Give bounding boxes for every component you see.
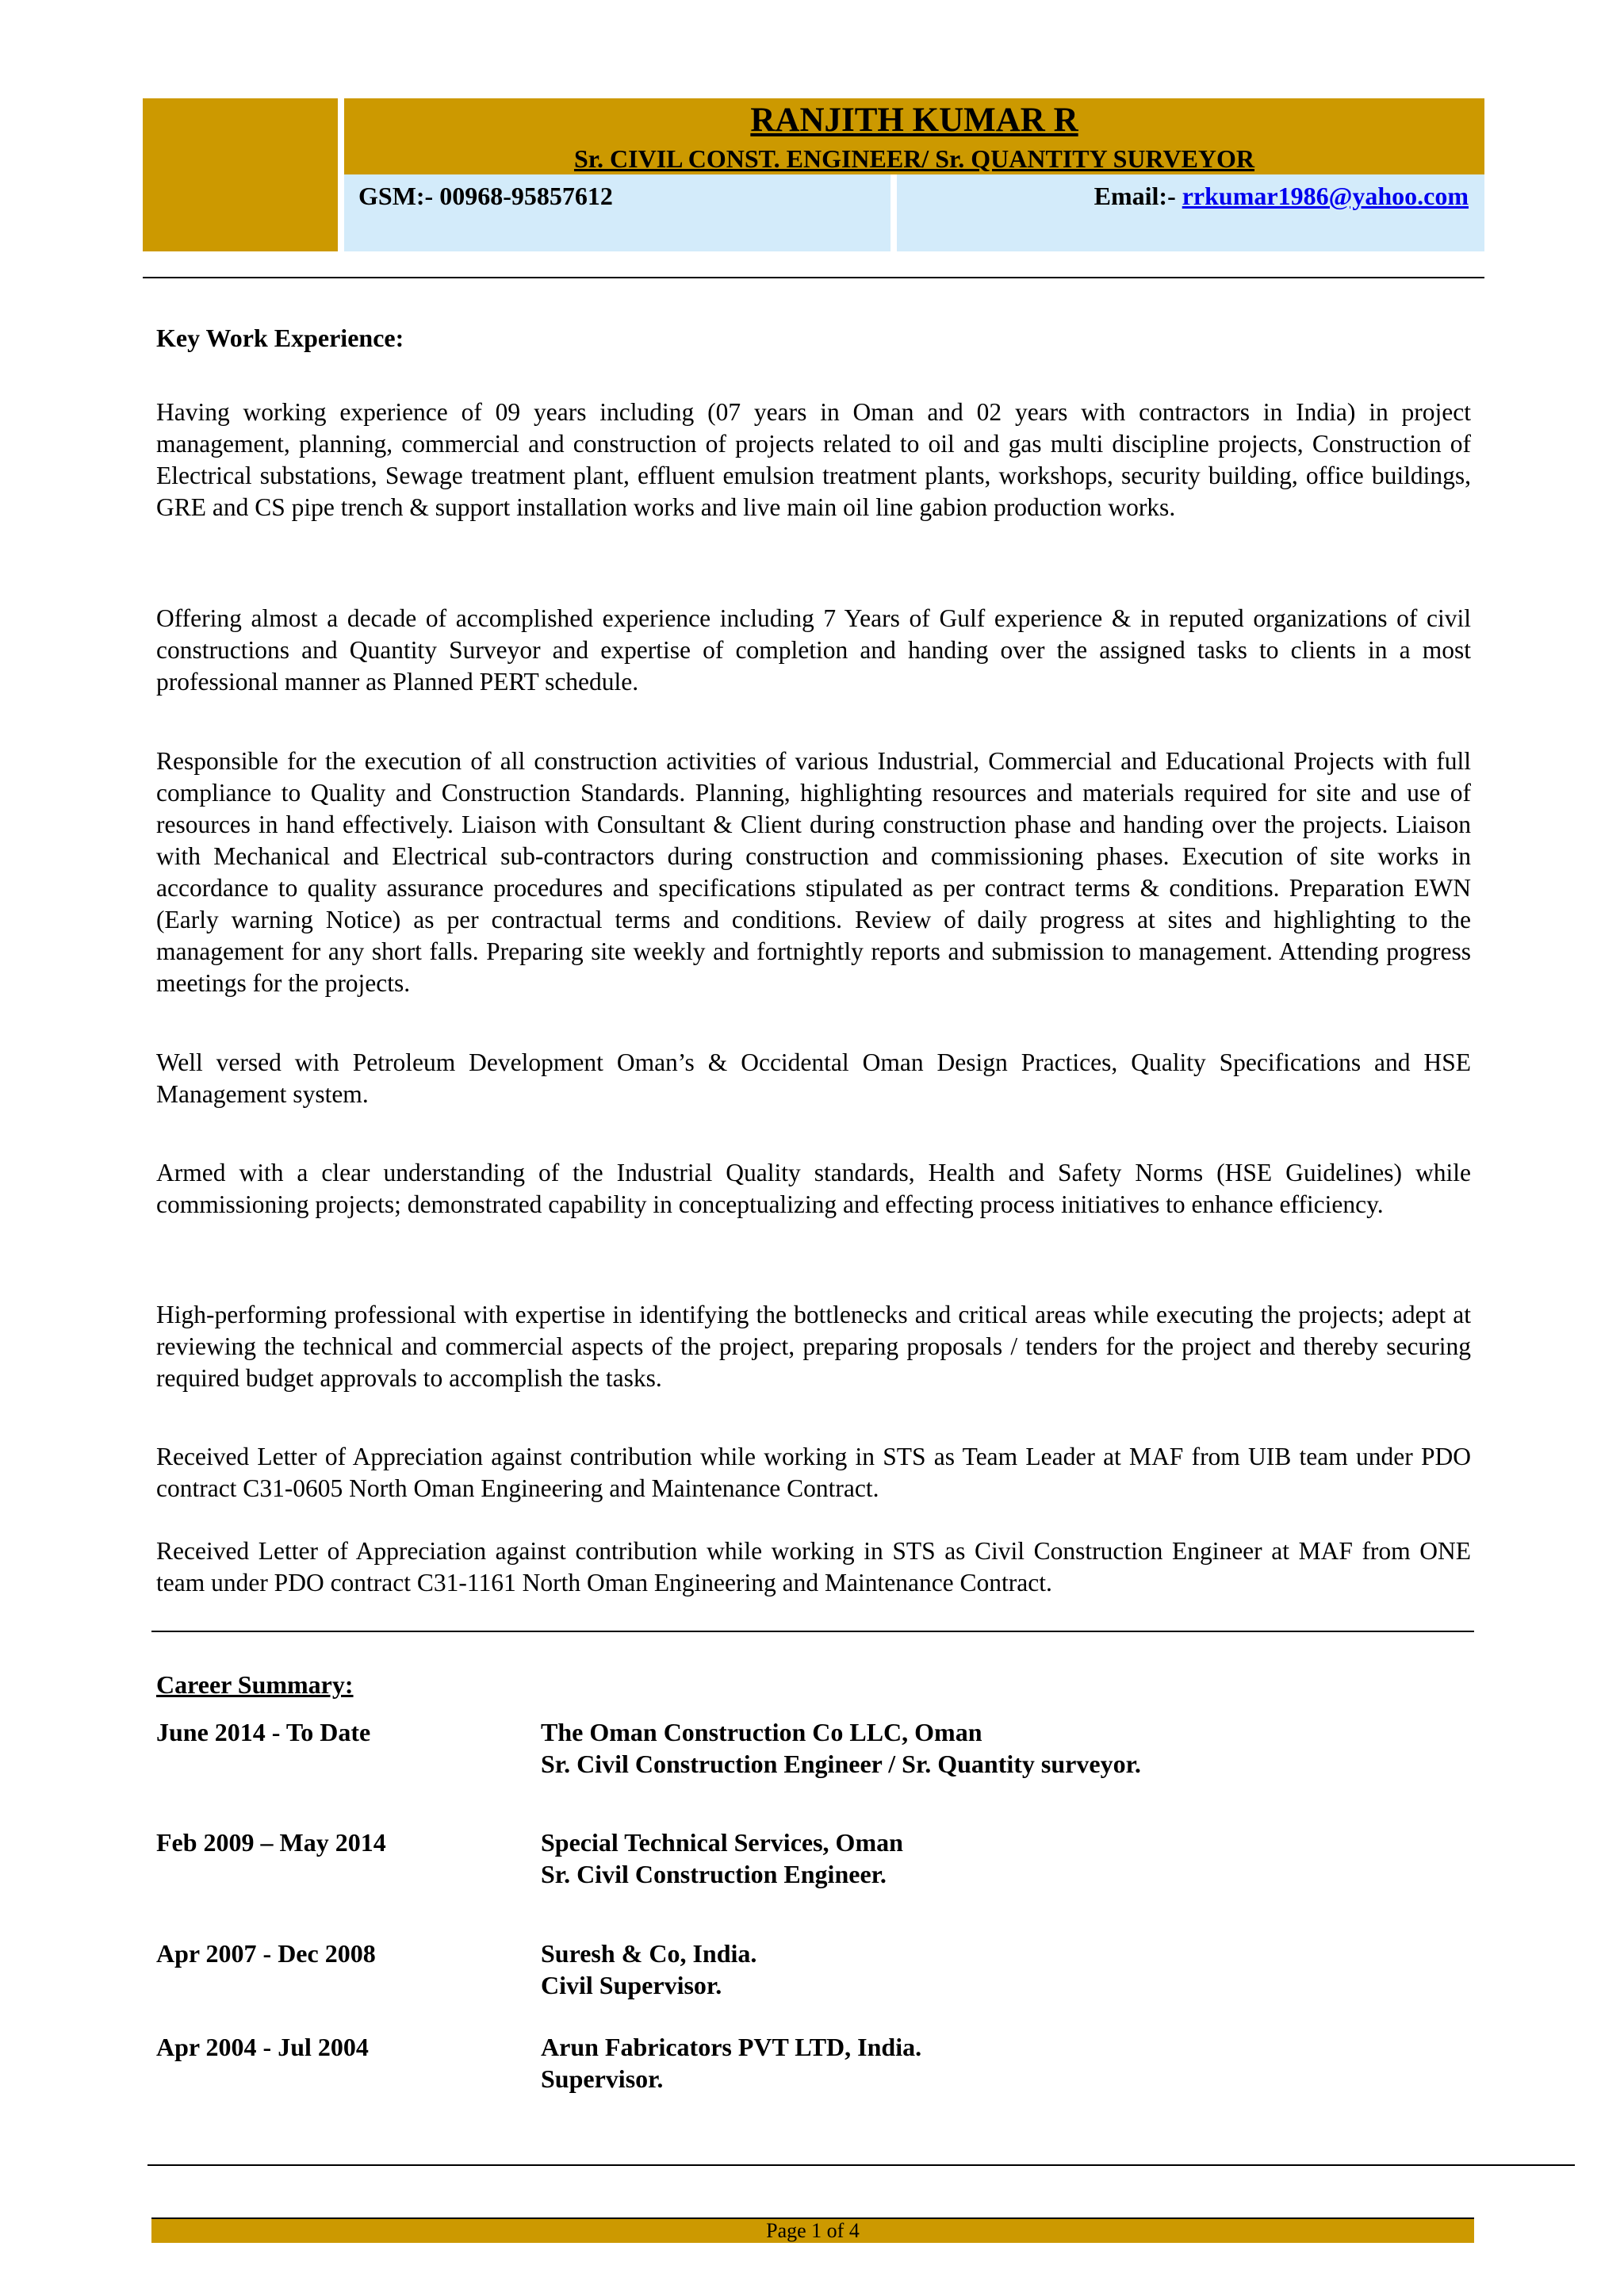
- experience-paragraph: Well versed with Petroleum Development Oman’s & Occidental Oman Design Practices, Quality Specifications and HSE Management system.: [156, 1048, 1471, 1108]
- candidate-title: Sr. CIVIL CONST. ENGINEER/ Sr. QUANTITY SURVEYOR: [573, 144, 1255, 173]
- career-company: Suresh & Co, India.: [541, 1939, 757, 1968]
- experience-paragraph: Armed with a clear understanding of the Industrial Quality standards, Health and Safety Norms (HSE Guidelines) while commissioning projects; demonstrated capability in conceptualizing and effecting process initiatives to enhance efficiency.: [156, 1159, 1471, 1218]
- email-label: Email:-: [1094, 182, 1182, 210]
- experience-paragraph: Received Letter of Appreciation against contribution while working in STS as Civil Construction Engineer at MAF from ONE team under PDO contract C31-1161 North Oman Engineering and Maintenance Contract.: [156, 1537, 1471, 1596]
- experience-paragraph: High-performing professional with expertise in identifying the bottlenecks and critical areas while executing the projects; adept at reviewing the technical and commercial aspects of the project, preparing proposals / tenders for the project and thereby securing required budget approvals to accomplish the tasks.: [156, 1301, 1471, 1392]
- divider: [151, 1631, 1474, 1632]
- experience-paragraph: Having working experience of 09 years including (07 years in Oman and 02 years with contractors in India) in project management, planning, commercial and construction of projects related to oil and gas multi discipline projects, Construction of Electrical substations, Sewage treatment plant, effluent emulsion treatment plants, workshops, security building, office buildings, GRE and CS pipe trench & support installation works and live main oil line gabion production works.: [156, 398, 1471, 521]
- divider: [143, 277, 1484, 278]
- career-company: The Oman Construction Co LLC, Oman: [541, 1718, 982, 1746]
- career-company: Special Technical Services, Oman: [541, 1828, 903, 1857]
- career-role: Sr. Civil Construction Engineer / Sr. Quantity surveyor.: [541, 1750, 1141, 1778]
- divider: [147, 2164, 1575, 2166]
- header-gold-block: [143, 98, 338, 251]
- career-dates: Feb 2009 – May 2014: [156, 1828, 386, 1857]
- page-footer: [151, 2217, 1474, 2243]
- email-link[interactable]: rrkumar1986@yahoo.com: [1182, 182, 1469, 210]
- career-role: Sr. Civil Construction Engineer.: [541, 1860, 887, 1888]
- career-company: Arun Fabricators PVT LTD, India.: [541, 2033, 922, 2061]
- career-heading: Career Summary:: [156, 1670, 354, 1699]
- career-role: Civil Supervisor.: [541, 1971, 722, 1999]
- experience-heading: Key Work Experience:: [156, 324, 404, 352]
- experience-paragraph: Received Letter of Appreciation against contribution while working in STS as Team Leader at MAF from UIB team under PDO contract C31-0605 North Oman Engineering and Maintenance Contract.: [156, 1443, 1471, 1502]
- career-dates: Apr 2007 - Dec 2008: [156, 1939, 376, 1968]
- experience-paragraph: Offering almost a decade of accomplished experience including 7 Years of Gulf experience & in reputed organizations of civil constructions and Quantity Surveyor and expertise of completion and handing over the assigned tasks to clients in a most professional manner as Planned PERT schedule.: [156, 604, 1471, 696]
- page-number: Page 1 of 4: [766, 2219, 860, 2242]
- email-line: [1094, 181, 1469, 211]
- experience-paragraph: Responsible for the execution of all construction activities of various Industrial, Commercial and Educational Projects with full compliance to Quality and Construction Standards. Planning, highlighting resources and materials required for site and use of resources in hand effectively. Liaison with Consultant & Client during construction phase and handing over the projects. Liaison with Mechanical and Electrical sub-contractors during construction and commissioning phases. Execution of site works in accordance to quality assurance procedures and specifications stipulated as per contract terms & conditions. Preparation EWN (Early warning Notice) as per contractual terms and conditions. Review of daily progress at sites and highlighting to the management for any short falls. Preparing site weekly and fortnightly reports and submission to management. Attending progress meetings for the projects.: [156, 747, 1471, 997]
- phone-number: GSM:- 00968-95857612: [358, 182, 613, 210]
- career-dates: June 2014 - To Date: [156, 1718, 371, 1746]
- candidate-name: RANJITH KUMAR R: [750, 102, 1078, 139]
- career-dates: Apr 2004 - Jul 2004: [156, 2033, 369, 2061]
- career-role: Supervisor.: [541, 2064, 664, 2093]
